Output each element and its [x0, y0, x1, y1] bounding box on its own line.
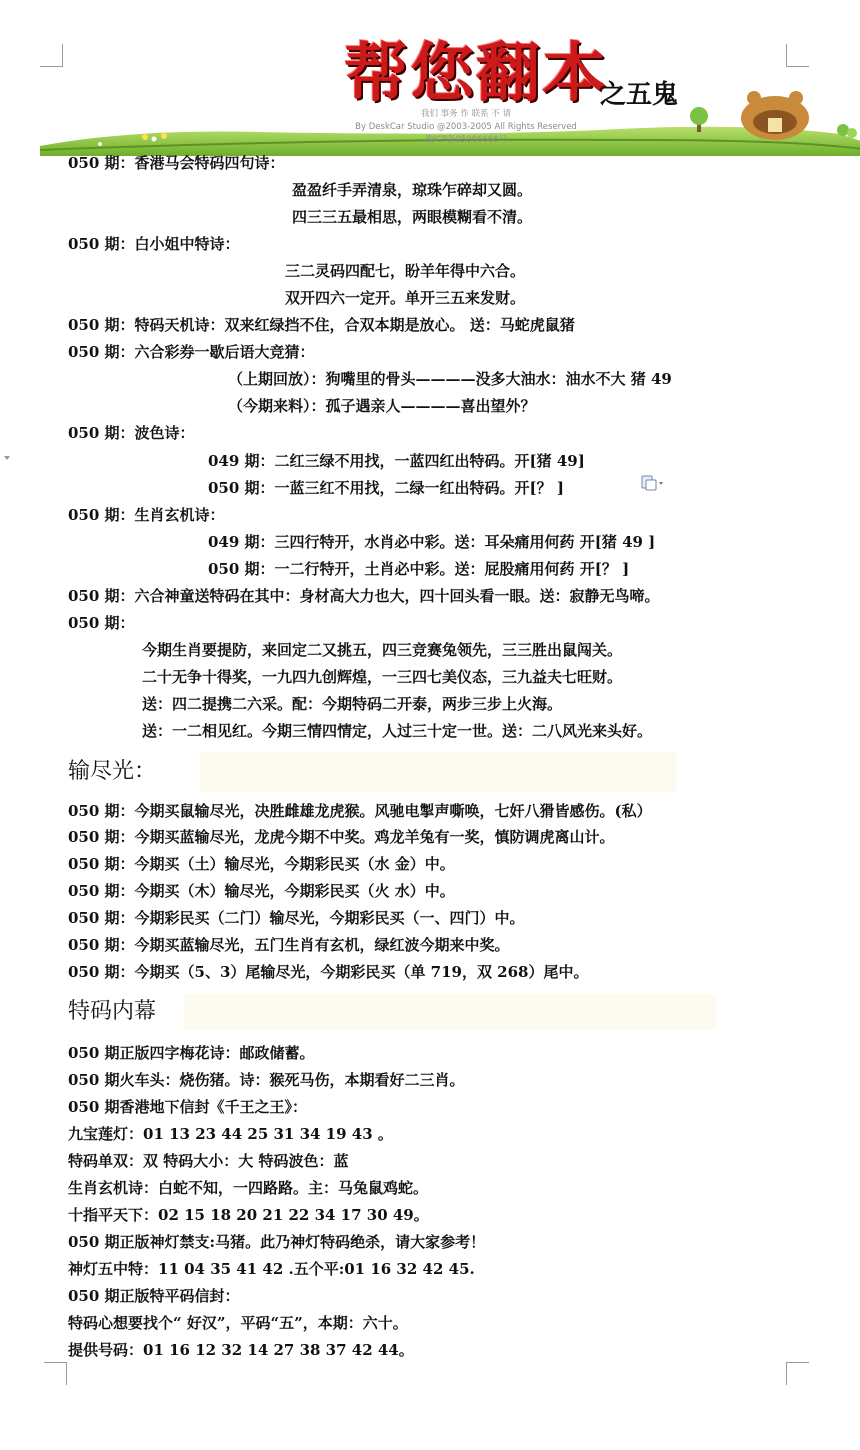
info-line: 神灯五中特：11 04 35 41 42 .五个平:01 16 32 42 45. — [68, 1260, 475, 1278]
page-corner-bottom-left — [44, 1362, 67, 1385]
poem-line: 送：一二相见红。今期三情四情定，人过三十定一世。送：二八风光来头好。 — [142, 722, 653, 740]
info-line: 十指平天下：02 15 18 20 21 22 34 17 30 49。 — [68, 1206, 429, 1224]
poem-line: 送：四二提携二六采。配：今期特码二开泰，两步三步上火海。 — [142, 695, 563, 713]
brand-title: 帮您翻本 — [344, 36, 608, 111]
info-line: 050 期火车头：烧伤猪。诗：猴死马伤，本期看好二三肖。 — [68, 1071, 465, 1089]
credit-line: By DeskCar Studio @2003-2005 All Rights Reserved — [355, 122, 577, 132]
issue-line: 050 期：今期买鼠输尽光，决胜雌雄龙虎猴。风驰电掣声嘶唤，七奸八猾皆感伤。(私） — [68, 802, 652, 820]
header-banner — [40, 34, 860, 156]
section-heading: 输尽光： — [68, 759, 157, 784]
poem-line: 盈盈纤手弄清泉，琼珠乍碎却又圆。 — [292, 181, 533, 199]
issue-line: 050 期：今期买蓝输尽光，龙虎今期不中奖。鸡龙羊兔有一奖，慎防调虎离山计。 — [68, 828, 615, 846]
issue-line: 050 期：生肖玄机诗： — [68, 506, 225, 524]
info-line: 生肖玄机诗：白蛇不知，一四路路。主：马兔鼠鸡蛇。 — [68, 1179, 429, 1197]
poem-line: 050 期：一二行特开，土肖必中彩。送：屁股痛用何药 开[？ ] — [208, 560, 630, 578]
credit-line: 我们 事务 作 联系 不 请 — [420, 109, 511, 119]
poem-line: 今期生肖要提防，来回定二又挑五，四三竞赛兔领先，三三胜出鼠闯关。 — [142, 641, 623, 659]
info-line: 特码单双：双 特码大小：大 特码波色：蓝 — [68, 1152, 349, 1170]
poem-line: 双开四六一定开。单开三五来发财。 — [285, 289, 526, 307]
issue-line: 050 期：波色诗： — [68, 424, 195, 442]
issue-line: 050 期：今期买（木）输尽光，今期彩民买（火 水）中。 — [68, 882, 455, 900]
poem-line: （上期回放）：狗嘴里的骨头————没多大油水：油水不大 猪 49 — [228, 370, 672, 388]
poem-line: 四三三五最相思，两眼模糊看不清。 — [292, 208, 533, 226]
credit-line: 豫ICP备05006668号 — [424, 135, 508, 145]
info-line: 050 期香港地下信封《千王之王》： — [68, 1098, 308, 1116]
issue-line: 050 期：香港马会特码四句诗： — [68, 154, 285, 172]
info-line: 九宝莲灯：01 13 23 44 25 31 34 19 43 。 — [68, 1125, 393, 1143]
margin-marker-icon — [4, 456, 10, 460]
info-line: 050 期正版四字梅花诗：邮政储蓄。 — [68, 1044, 315, 1062]
issue-line: 050 期：特码天机诗：双来红绿挡不住，合双本期是放心。 送：马蛇虎鼠猪 — [68, 316, 575, 334]
brand-suffix: 之五鬼 — [600, 80, 679, 110]
info-line: 050 期正版神灯禁支:马猪。此乃神灯特码绝杀，请大家参考！ — [68, 1233, 486, 1251]
poem-line: 050 期：一蓝三红不用找，二绿一红出特码。开[？ ] — [208, 479, 564, 497]
issue-line: 050 期：六合彩券一歇后语大竞猜： — [68, 343, 315, 361]
poem-line: 049 期：二红三绿不用找，一蓝四红出特码。开[猪 49] — [208, 452, 585, 470]
highlight-band — [200, 752, 676, 792]
poem-line: 049 期：三四行特开，水肖必中彩。送：耳朵痛用何药 开[猪 49 ] — [208, 533, 656, 551]
issue-line: 050 期： — [68, 614, 135, 632]
poem-line: 二十无争十得奖，一九四九创辉煌，一三四七美仪态，三九益夫七旺财。 — [142, 668, 623, 686]
issue-line: 050 期：白小姐中特诗： — [68, 235, 240, 253]
credits-block — [346, 108, 586, 147]
highlight-band — [184, 994, 716, 1030]
issue-line: 050 期：今期买（5、3）尾输尽光，今期彩民买（单 719，双 268）尾中。 — [68, 963, 589, 981]
section-heading: 特码内幕 — [68, 999, 157, 1024]
issue-line: 050 期：今期买（土）输尽光，今期彩民买（水 金）中。 — [68, 855, 455, 873]
info-line: 特码心想要找个“ 好汉”，平码“五”，本期：六十。 — [68, 1314, 408, 1332]
paste-options-icon[interactable] — [640, 474, 664, 492]
issue-line: 050 期：今期买蓝输尽光，五门生肖有玄机，绿红波今期来中奖。 — [68, 936, 510, 954]
issue-line: 050 期：今期彩民买（二门）输尽光，今期彩民买（一、四门）中。 — [68, 909, 525, 927]
poem-line: 三二灵码四配七，盼羊年得中六合。 — [285, 262, 526, 280]
info-line: 提供号码：01 16 12 32 14 27 38 37 42 44。 — [68, 1341, 414, 1359]
poem-line: （今期来料）：孤子遇亲人————喜出望外？ — [228, 397, 536, 415]
info-line: 050 期正版特平码信封： — [68, 1287, 240, 1305]
page-corner-bottom-right — [786, 1362, 809, 1385]
issue-line: 050 期：六合神童送特码在其中：身材高大力也大，四十回头看一眼。送：寂静无鸟啼。 — [68, 587, 660, 605]
